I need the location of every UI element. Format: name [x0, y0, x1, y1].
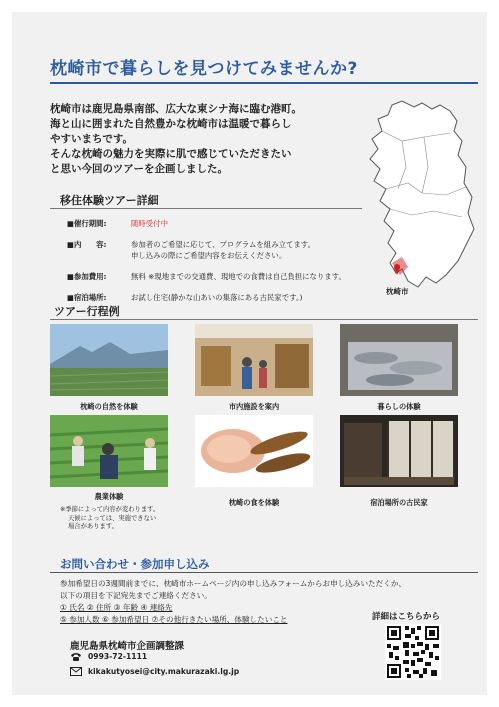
- caption-nature: 枕崎の自然を体験: [80, 402, 138, 411]
- season-note: ※季節によって内容が変わります。 天候によっては、実施できない 場合があります。: [60, 506, 160, 530]
- title-underline: [50, 82, 478, 84]
- caption-farming: 農業体験: [94, 492, 124, 501]
- email-icon: [70, 667, 82, 676]
- old-house-photo: [340, 415, 458, 487]
- intro-text: [50, 102, 360, 177]
- contact-instructions: 参加希望日の3週間前までに、枕崎市ホームページ内の申し込みフォームからお申し込みいただくか、 以下の項目を下記宛先までご連絡ください。 ① 氏名 ② 住所 ③ 年齢 ④ 連絡先 ⑤ 参加人数 ⑥ 参加希望日 ⑦その他行きたい場所、体験したいこと: [60, 579, 407, 624]
- intro-line: 海と山に囲まれた自然豊かな枕崎市は温暖で暮らし: [50, 118, 292, 130]
- flyer-page: [12, 12, 487, 695]
- contact-divider: [50, 572, 478, 573]
- caption-food: 枕崎の食を体験: [228, 498, 280, 507]
- page-title: 枕崎市で暮らしを見つけてみませんか?: [50, 59, 358, 79]
- phone-icon: [70, 652, 82, 662]
- fish-photo: [340, 324, 458, 396]
- tour-details: [67, 218, 367, 313]
- detail-row-stay: ■宿泊場所: お試し住宅(静かな山あいの集落にある古民家です。): [67, 293, 303, 302]
- caption-house: 宿泊場所の古民家: [370, 498, 428, 507]
- detail-row-period: ■催行期間: 随時受付中: [67, 219, 168, 228]
- phone-number: 0993-72-1111: [88, 652, 148, 661]
- caption-facility: 市内施設を案内: [228, 402, 280, 411]
- tour-divider: [50, 319, 478, 320]
- organization-name: 鹿児島県枕崎市企画調整課: [70, 641, 185, 652]
- required-items-1: ① 氏名 ② 住所 ③ 年齢 ④ 連絡先: [60, 603, 173, 612]
- detail-row-fee: ■参加費用: 無料 ※現地までの交通費、現地での食費は自己負担になります。: [67, 272, 346, 281]
- market-photo: [195, 324, 313, 396]
- qr-code[interactable]: [385, 624, 441, 680]
- details-heading: 移住体験ツアー詳細: [60, 194, 159, 207]
- contact-heading: お問い合わせ・参加申し込み: [60, 557, 210, 571]
- required-items-2: ⑤ 参加人数 ⑥ 参加希望日 ⑦その他行きたい場所、体験したいこと: [60, 615, 288, 624]
- intro-line: 枕崎市は鹿児島県南部、広大な東シナ海に臨む港町。: [50, 103, 302, 115]
- period-value: 随時受付中: [131, 219, 168, 228]
- qr-label: 詳細はこちらから: [372, 612, 441, 622]
- katsuobushi-photo: [195, 415, 313, 487]
- details-divider: [50, 208, 362, 209]
- detail-row-content: ■内 容: 参加者のご希望に応じて、プログラムを組み立てます。 申し込みの際にご希望内容をお伝えください。: [67, 240, 315, 260]
- map-label: 枕崎市: [386, 287, 409, 296]
- email-address: kikakutyosei@city.makurazaki.lg.jp: [88, 667, 240, 676]
- tea-farm-photo: [50, 415, 168, 487]
- kyushu-outline: [370, 101, 474, 287]
- intro-line: と思い今回のツアーを企画しました。: [50, 163, 228, 175]
- caption-life: 暮らしの体験: [377, 402, 421, 411]
- intro-line: やすいまちです。: [50, 133, 134, 145]
- kyushu-map: [362, 97, 482, 302]
- intro-line: そんな枕崎の魅力を実際に肌で感じていただきたい: [50, 148, 292, 160]
- nature-photo: [50, 324, 168, 396]
- tour-heading: ツアー行程例: [54, 305, 120, 318]
